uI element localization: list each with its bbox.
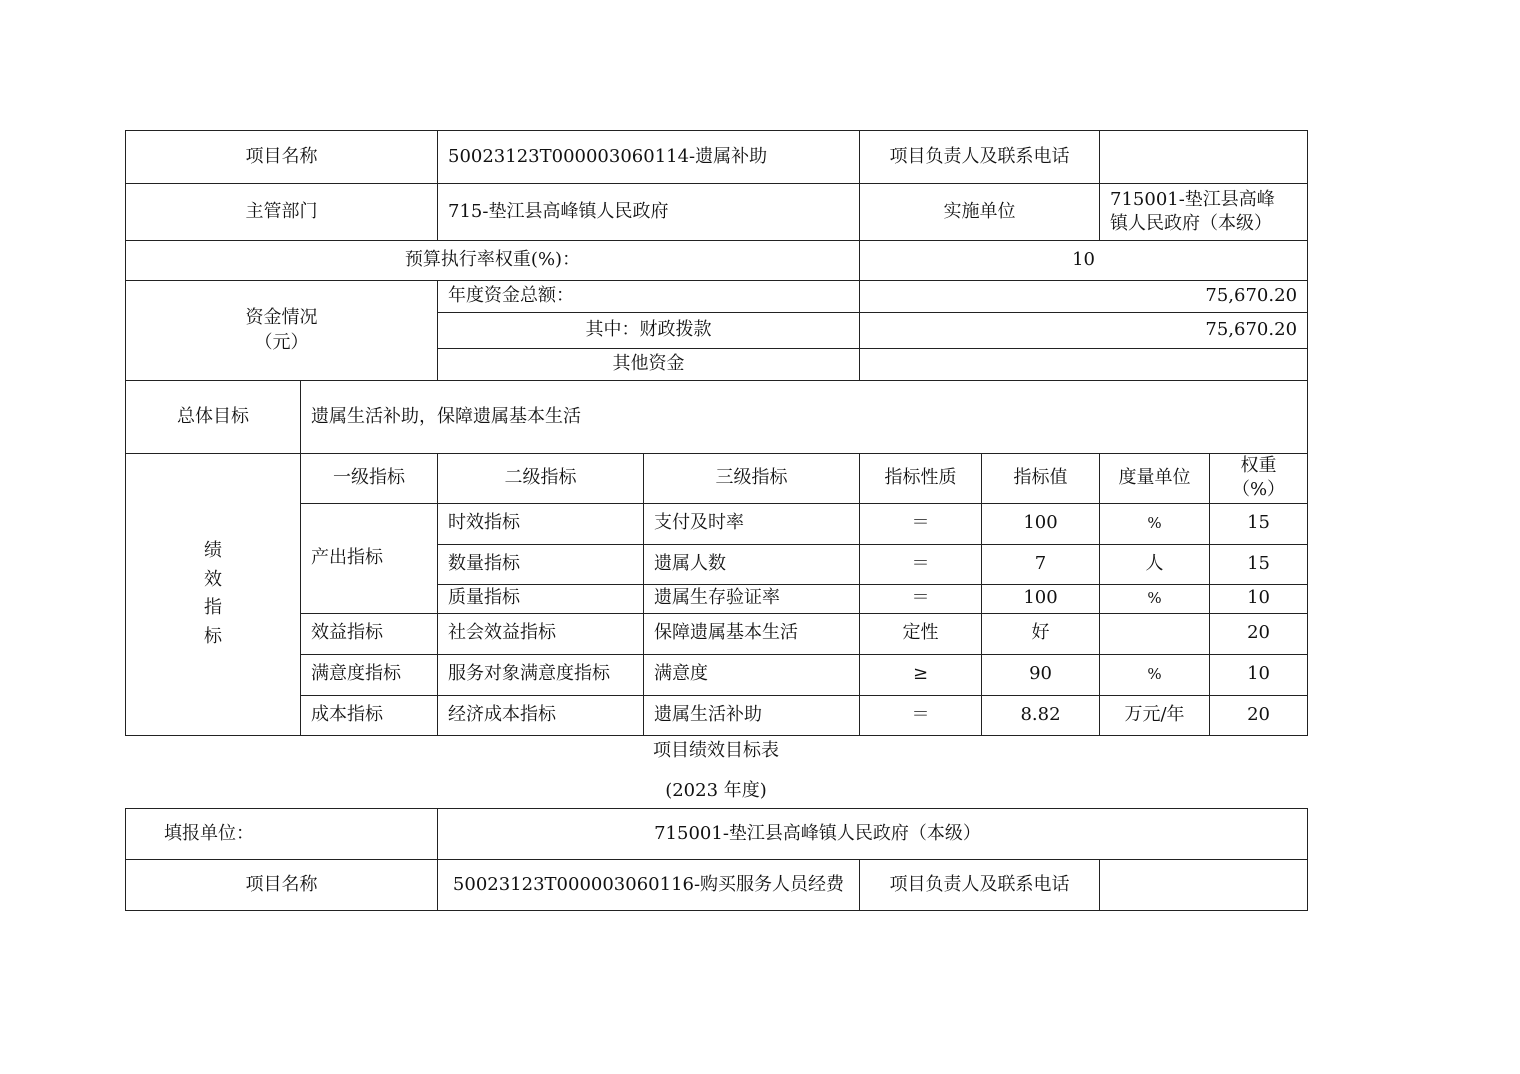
- funds-label: [126, 281, 438, 381]
- impl-value-line1: 715001-垫江县高峰: [1110, 188, 1275, 210]
- annual-total-label: 年度资金总额：: [438, 281, 860, 313]
- unit-cell: 人: [1100, 544, 1210, 584]
- level2-cell: 经济成本指标: [438, 695, 644, 735]
- header-nature: 指标性质: [860, 454, 982, 504]
- level2-cell: 服务对象满意度指标: [438, 654, 644, 695]
- weight-cell: 15: [1210, 544, 1308, 584]
- funds-label-line1: 资金情况: [245, 307, 318, 329]
- nature-cell: ＝: [860, 544, 982, 584]
- level3-cell: 遗属生活补助: [644, 695, 860, 735]
- weight-cell: 10: [1210, 654, 1308, 695]
- table-year: (2023 年度): [665, 780, 767, 801]
- impl-value-line2: 镇人民政府（本级）: [1110, 213, 1273, 234]
- unit-label: 填报单位：: [126, 809, 438, 860]
- impl-value: [1100, 184, 1308, 241]
- weight-cell: 20: [1210, 695, 1308, 735]
- fiscal-value: 75,670.20: [860, 313, 1308, 349]
- level3-cell: 保障遗属基本生活: [644, 613, 860, 654]
- level3-cell: 支付及时率: [644, 503, 860, 544]
- value-cell: 90: [982, 654, 1100, 695]
- unit-value: 715001-垫江县高峰镇人民政府（本级）: [438, 809, 1308, 860]
- nature-cell: ＝: [860, 584, 982, 613]
- level3-cell: 遗属生存验证率: [644, 584, 860, 613]
- level3-cell: 遗属人数: [644, 544, 860, 584]
- perf-label-char: 效: [204, 568, 222, 590]
- table-row: [126, 503, 1308, 544]
- table-title: 项目绩效目标表: [653, 740, 779, 761]
- goal-value: 遗属生活补助，保障遗属基本生活: [301, 381, 1308, 454]
- unit-cell: %: [1100, 584, 1210, 613]
- level2-cell: 时效指标: [438, 503, 644, 544]
- dept-value: 715-垫江县高峰镇人民政府: [438, 184, 860, 241]
- perf-label-char: 标: [204, 626, 222, 648]
- manager-label: 项目负责人及联系电话: [860, 131, 1100, 184]
- group-benefit: 效益指标: [301, 613, 438, 654]
- value-cell: 100: [982, 584, 1100, 613]
- value-cell: 7: [982, 544, 1100, 584]
- table-row: [126, 695, 1308, 735]
- funds-label-line2: （元）: [254, 331, 309, 353]
- level2-cell: 数量指标: [438, 544, 644, 584]
- value-cell: 好: [982, 613, 1100, 654]
- weight-cell: 20: [1210, 613, 1308, 654]
- header-level1: 一级指标: [301, 454, 438, 504]
- group-satisfaction: 满意度指标: [301, 654, 438, 695]
- manager-label: 项目负责人及联系电话: [860, 860, 1100, 911]
- table-row: [126, 613, 1308, 654]
- value-cell: 8.82: [982, 695, 1100, 735]
- nature-cell: ≥: [860, 654, 982, 695]
- project-name-value: 50023123T000003060114-遗属补助: [438, 131, 860, 184]
- header-unit: 度量单位: [1100, 454, 1210, 504]
- manager-value: [1100, 860, 1308, 911]
- value-cell: 100: [982, 503, 1100, 544]
- dept-label: 主管部门: [126, 184, 438, 241]
- project-name-value: 50023123T000003060116-购买服务人员经费: [438, 860, 860, 911]
- nature-cell: ＝: [860, 695, 982, 735]
- header-level2: 二级指标: [438, 454, 644, 504]
- project-name-label: 项目名称: [126, 131, 438, 184]
- unit-cell: %: [1100, 654, 1210, 695]
- other-label: 其他资金: [438, 349, 860, 381]
- goal-label: 总体目标: [126, 381, 301, 454]
- header-level3: 三级指标: [644, 454, 860, 504]
- nature-cell: ＝: [860, 503, 982, 544]
- perf-label-char: 绩: [204, 539, 222, 561]
- performance-table-2023-project-114: [125, 130, 1308, 736]
- nature-cell: 定性: [860, 613, 982, 654]
- project-name-label: 项目名称: [126, 860, 438, 911]
- weight-label: 预算执行率权重(%)：: [126, 241, 860, 281]
- group-cost: 成本指标: [301, 695, 438, 735]
- perf-label: [126, 454, 301, 736]
- weight-value: 10: [860, 241, 1308, 281]
- weight-cell: 15: [1210, 503, 1308, 544]
- weight-cell: 10: [1210, 584, 1308, 613]
- level2-cell: 社会效益指标: [438, 613, 644, 654]
- unit-cell: 万元/年: [1100, 695, 1210, 735]
- manager-value: [1100, 131, 1308, 184]
- fiscal-label: 其中：财政拨款: [438, 313, 860, 349]
- unit-cell: [1100, 613, 1210, 654]
- annual-total-value: 75,670.20: [860, 281, 1308, 313]
- table-row: [126, 654, 1308, 695]
- level2-cell: 质量指标: [438, 584, 644, 613]
- group-output: 产出指标: [301, 503, 438, 613]
- header-weight: 权重（%）: [1210, 454, 1308, 504]
- header-value: 指标值: [982, 454, 1100, 504]
- impl-label: 实施单位: [860, 184, 1100, 241]
- level3-cell: 满意度: [644, 654, 860, 695]
- perf-label-char: 指: [204, 597, 222, 619]
- other-value: [860, 349, 1308, 381]
- unit-cell: %: [1100, 503, 1210, 544]
- performance-table-2023-project-116: [125, 808, 1308, 911]
